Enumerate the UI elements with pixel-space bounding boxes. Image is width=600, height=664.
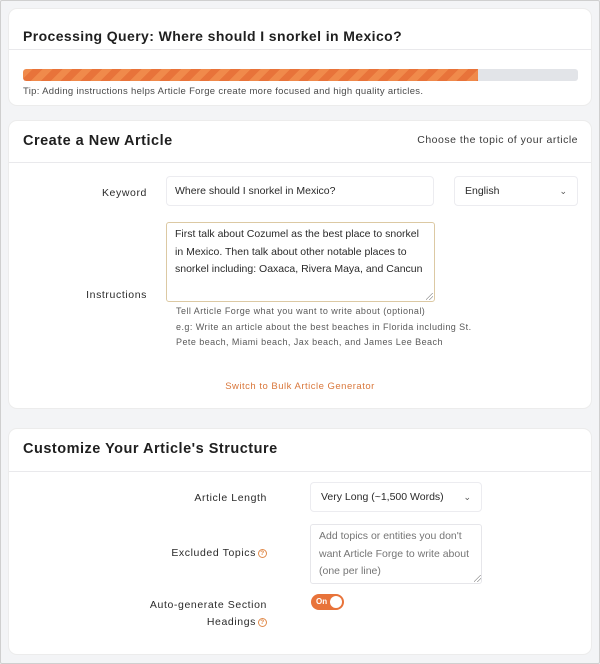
excluded-topics-text: Excluded Topics (171, 547, 256, 559)
info-circle-icon[interactable]: ? (258, 618, 267, 627)
keyword-label: Keyword (101, 187, 147, 199)
chevron-down-icon: ⌄ (559, 185, 567, 196)
instructions-help (176, 304, 476, 351)
divider (9, 49, 591, 50)
resize-handle-icon[interactable] (474, 575, 481, 582)
keyword-input[interactable] (166, 176, 434, 206)
auto-generate-headings-toggle[interactable] (311, 594, 344, 610)
bulk-generator-link[interactable]: Switch to Bulk Article Generator (225, 381, 375, 392)
progress-bar-fill (23, 69, 478, 81)
structure-card (9, 429, 591, 654)
info-circle-icon[interactable]: ? (258, 549, 267, 558)
divider (9, 471, 591, 472)
excluded-topics-textarea[interactable] (310, 524, 482, 584)
article-length-value: Very Long (~1,500 Words) (321, 491, 444, 503)
processing-card (9, 9, 591, 105)
language-selected-value: English (465, 185, 500, 197)
toggle-state-text: On (316, 597, 328, 606)
card-title: Create a New Article (23, 133, 173, 149)
card-subtitle: Choose the topic of your article (417, 134, 578, 146)
excluded-topics-label (119, 547, 267, 559)
instructions-label: Instructions (86, 289, 147, 301)
chevron-down-icon: ⌄ (463, 491, 471, 502)
language-select[interactable] (454, 176, 578, 206)
instructions-textarea[interactable] (166, 222, 435, 302)
progress-bar (23, 69, 578, 81)
auto-generate-headings-line1: Auto-generate Section (149, 599, 267, 611)
help-example: e.g: Write an article about the best beaches in Florida including St. Pete beach, Miami beach, Jax beach, and James Lee Beach (176, 321, 472, 347)
resize-handle-icon[interactable] (426, 293, 433, 300)
article-length-label: Article Length (194, 492, 267, 504)
tip-text: Tip: Adding instructions helps Article Forge create more focused and high quality articles. (23, 86, 424, 97)
create-article-card (9, 121, 591, 408)
divider (9, 162, 591, 163)
processing-title: Processing Query: Where should I snorkel in Mexico? (23, 28, 403, 44)
card-title: Customize Your Article's Structure (23, 441, 278, 457)
toggle-knob (330, 596, 342, 608)
help-line: Tell Article Forge what you want to write about (optional) (176, 306, 426, 316)
auto-generate-headings-line2: Headings (206, 616, 256, 628)
auto-generate-headings-label (107, 597, 267, 631)
article-length-select[interactable] (310, 482, 482, 512)
